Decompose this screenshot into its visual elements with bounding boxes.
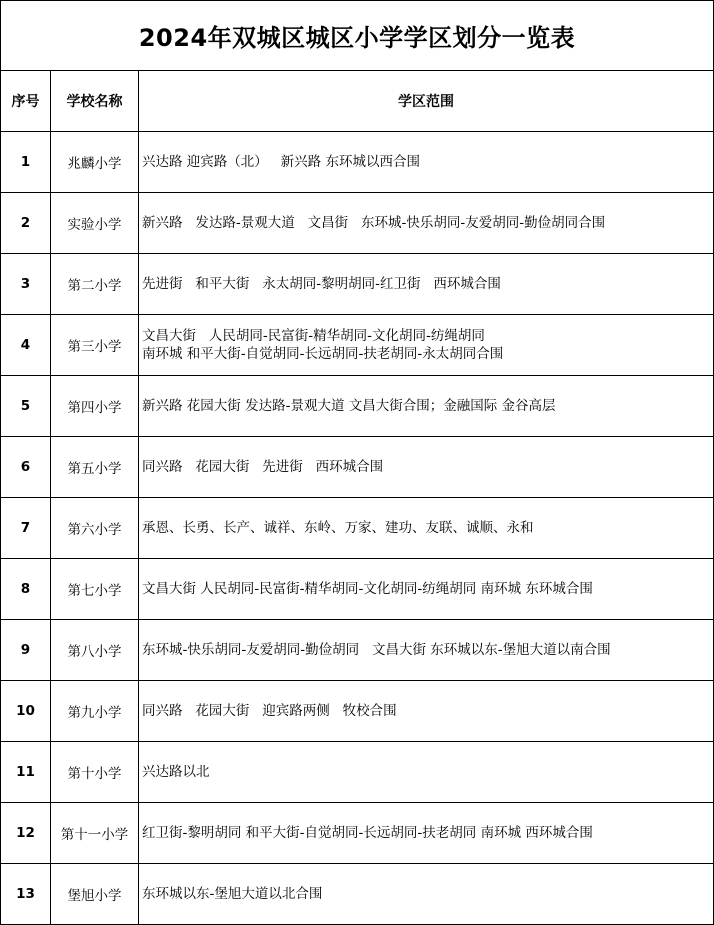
district-range: 新兴路 发达路-景观大道 文昌街 东环城-快乐胡同-友爱胡同-勤俭胡同合围 <box>139 193 714 254</box>
district-range: 新兴路 花园大街 发达路-景观大道 文昌大街合围；金融国际 金谷高层 <box>139 376 714 437</box>
row-number: 3 <box>1 254 51 315</box>
district-range: 同兴路 花园大街 迎宾路两侧 牧校合围 <box>139 681 714 742</box>
table-row <box>1 681 714 742</box>
school-name: 第十小学 <box>51 742 139 803</box>
table-row <box>1 315 714 376</box>
district-range: 东环城-快乐胡同-友爱胡同-勤俭胡同 文昌大街 东环城以东-堡旭大道以南合围 <box>139 620 714 681</box>
school-name: 第十一小学 <box>51 803 139 864</box>
table-row <box>1 376 714 437</box>
school-name: 第六小学 <box>51 498 139 559</box>
district-range: 先进街 和平大街 永太胡同-黎明胡同-红卫街 西环城合围 <box>139 254 714 315</box>
district-range: 红卫街-黎明胡同 和平大街-自觉胡同-长远胡同-扶老胡同 南环城 西环城合围 <box>139 803 714 864</box>
school-name: 第八小学 <box>51 620 139 681</box>
table-row <box>1 132 714 193</box>
table-row <box>1 742 714 803</box>
row-number: 10 <box>1 681 51 742</box>
district-range: 兴达路 迎宾路（北） 新兴路 东环城以西合围 <box>139 132 714 193</box>
district-range: 东环城以东-堡旭大道以北合围 <box>139 864 714 925</box>
school-name: 第五小学 <box>51 437 139 498</box>
school-name: 兆麟小学 <box>51 132 139 193</box>
header-row <box>1 71 714 132</box>
table-row <box>1 864 714 925</box>
page-title: 2024年双城区城区小学学区划分一览表 <box>1 1 714 71</box>
district-range: 承恩、长勇、长产、诚祥、东岭、万家、建功、友联、诚顺、永和 <box>139 498 714 559</box>
row-number: 4 <box>1 315 51 376</box>
school-name: 第二小学 <box>51 254 139 315</box>
district-range: 同兴路 花园大街 先进街 西环城合围 <box>139 437 714 498</box>
table-row <box>1 559 714 620</box>
row-number: 11 <box>1 742 51 803</box>
district-range: 文昌大街 人民胡同-民富街-精华胡同-文化胡同-纺绳胡同 南环城 东环城合围 <box>139 559 714 620</box>
title-row <box>1 1 714 71</box>
row-number: 5 <box>1 376 51 437</box>
table-row <box>1 193 714 254</box>
row-number: 12 <box>1 803 51 864</box>
row-number: 2 <box>1 193 51 254</box>
table-row <box>1 498 714 559</box>
table-row <box>1 254 714 315</box>
school-name: 第三小学 <box>51 315 139 376</box>
row-number: 9 <box>1 620 51 681</box>
district-range: 文昌大街 人民胡同-民富街-精华胡同-文化胡同-纺绳胡同 南环城 和平大街-自觉胡同-长远胡同-扶老胡同-永太胡同合围 <box>139 315 714 376</box>
row-number: 1 <box>1 132 51 193</box>
school-name: 第七小学 <box>51 559 139 620</box>
row-number: 7 <box>1 498 51 559</box>
row-number: 8 <box>1 559 51 620</box>
school-name: 第九小学 <box>51 681 139 742</box>
district-range: 兴达路以北 <box>139 742 714 803</box>
row-number: 6 <box>1 437 51 498</box>
school-name: 实验小学 <box>51 193 139 254</box>
table-row <box>1 437 714 498</box>
header-range: 学区范围 <box>139 71 714 132</box>
table-row <box>1 620 714 681</box>
table-row <box>1 803 714 864</box>
header-school: 学校名称 <box>51 71 139 132</box>
school-name: 第四小学 <box>51 376 139 437</box>
header-no: 序号 <box>1 71 51 132</box>
school-name: 堡旭小学 <box>51 864 139 925</box>
row-number: 13 <box>1 864 51 925</box>
